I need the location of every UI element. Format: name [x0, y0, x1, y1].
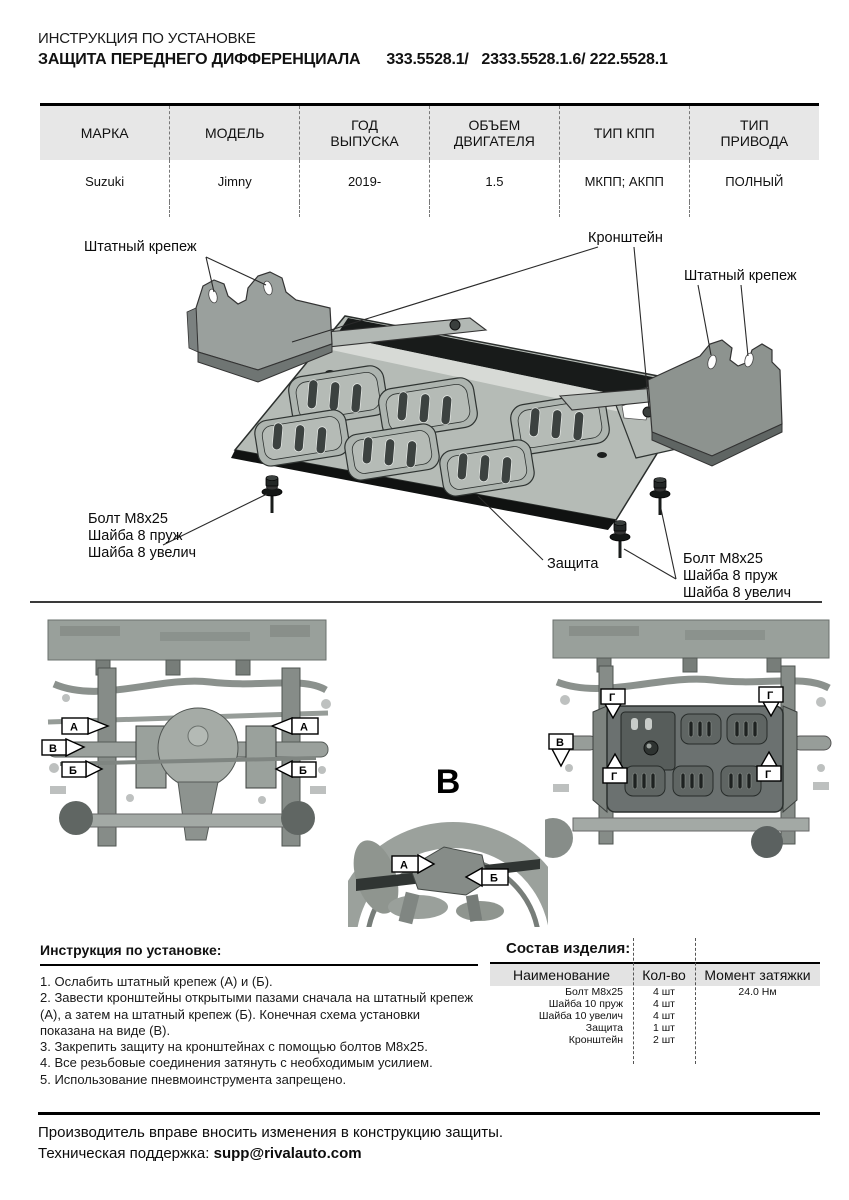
- spec-value-gearbox: МКПП; АКПП: [559, 160, 689, 202]
- svg-text:В: В: [556, 737, 564, 749]
- wheel-arch-photo: [348, 835, 548, 927]
- instruction-step-5: 5. Использование пневмоинструмента запрещено.: [40, 1071, 347, 1087]
- bolt-assembly-right-1: [610, 521, 630, 559]
- svg-text:Г: Г: [609, 692, 616, 704]
- label-factory-mount-left: Штатный крепеж: [84, 239, 197, 255]
- svg-text:В: В: [49, 743, 57, 755]
- section-divider: [30, 601, 822, 603]
- view-b-label: В: [435, 763, 461, 801]
- spec-value-model: Jimny: [170, 160, 300, 202]
- label-factory-mount-right: Штатный крепеж: [684, 268, 797, 284]
- parts-divider-2: [695, 938, 696, 1064]
- instruction-step-2: 2. Завести кронштейны открытыми пазами сначала на штатный крепеж (А), а затем на штатный крепеж (Б). Конечная схема установки показана на виде (В).: [40, 990, 474, 1038]
- mount-point-right: [246, 726, 276, 788]
- parts-col-name: Наименование: [512, 967, 611, 983]
- svg-text:А: А: [70, 721, 78, 734]
- parts-col-torque: Момент затяжки: [704, 967, 811, 983]
- parts-row: Кронштейн 2 шт: [568, 1034, 675, 1046]
- footer-support-line: [38, 1143, 798, 1164]
- spec-value-engine: 1.5: [429, 160, 559, 202]
- differential-housing: [158, 708, 238, 788]
- spec-col-gearbox: ТИП КПП: [559, 105, 689, 161]
- spec-value-year: 2019-: [300, 160, 430, 202]
- spec-header-row: [40, 105, 819, 161]
- spec-col-drive: ТИП ПРИВОДА: [689, 105, 819, 161]
- parts-rows: [490, 986, 820, 1046]
- parts-col-qty: Кол-во: [642, 967, 686, 983]
- label-bracket: Кронштейн: [588, 230, 663, 246]
- parts-row: Шайба 10 пруж 4 шт: [548, 998, 675, 1010]
- photo-chassis-before-install: [40, 618, 336, 858]
- label-bolt-right-1: Болт М8х25: [683, 551, 763, 567]
- label-bolt-right-3: Шайба 8 увелич: [683, 585, 792, 601]
- header-title-row: [38, 51, 818, 69]
- torque-value: 24.0 Нм: [738, 986, 777, 998]
- footer-disclaimer: Производитель вправе вносить изменения в конструкцию защиты.: [38, 1124, 504, 1141]
- exploded-view-diagram: [0, 215, 849, 605]
- svg-text:А: А: [300, 721, 308, 734]
- parts-header-row: [490, 964, 820, 986]
- parts-title: Состав изделия:: [506, 940, 631, 957]
- support-email: supp@rivalauto.com: [213, 1145, 362, 1163]
- footer: [38, 1122, 798, 1165]
- chassis-photo-right: [545, 620, 831, 858]
- bolt-assembly-left: [262, 476, 282, 514]
- svg-text:Б: Б: [69, 765, 77, 777]
- spec-col-engine: ОБЪЕМ ДВИГАТЕЛЯ: [429, 105, 559, 161]
- document-header: [38, 30, 818, 69]
- label-bolt-left-1: Болт М8х25: [88, 511, 168, 527]
- spec-value-marka: Suzuki: [40, 160, 170, 202]
- label-bolt-left-2: Шайба 8 пруж: [88, 528, 183, 544]
- label-bolt-right-2: Шайба 8 пруж: [683, 568, 778, 584]
- spec-value-drive: ПОЛНЫЙ: [689, 160, 819, 202]
- product-title: ЗАЩИТА ПЕРЕДНЕГО ДИФФЕРЕНЦИАЛА: [38, 51, 361, 68]
- parts-divider-1: [633, 938, 634, 1064]
- parts-list: [490, 936, 820, 1066]
- footer-rule: [38, 1112, 820, 1115]
- instruction-step-3: 3. Закрепить защиту на кронштейнах с помощью болтов М8х25.: [40, 1039, 428, 1054]
- parts-row: Защита 1 шт: [585, 1022, 675, 1034]
- bolt-assembly-right-2: [650, 478, 670, 516]
- svg-text:Б: Б: [299, 765, 307, 777]
- spec-value-row: [40, 160, 819, 202]
- installation-instructions: [40, 938, 478, 1088]
- instruction-step-4: 4. Все резьбовые соединения затянуть с необходимым усилием.: [40, 1055, 433, 1071]
- label-bolt-left-3: Шайба 8 увелич: [88, 545, 197, 561]
- marker-a-right: [272, 718, 318, 734]
- svg-text:Г: Г: [611, 771, 618, 783]
- footer-support-label: Техническая поддержка:: [38, 1145, 214, 1163]
- spec-col-marka: МАРКА: [40, 105, 170, 161]
- parts-row: Болт М8х25 4 шт 24.0 Нм: [490, 986, 820, 998]
- photo-chassis-after-install: [545, 618, 837, 870]
- svg-text:Г: Г: [767, 690, 774, 702]
- part-numbers: 333.5528.1/ 2333.5528.1.6/ 222.5528.1: [386, 51, 668, 68]
- header-subtitle: ИНСТРУКЦИЯ ПО УСТАНОВКЕ: [38, 30, 256, 47]
- spec-table: [40, 103, 819, 217]
- photo-view-b: [348, 755, 548, 927]
- svg-text:А: А: [400, 859, 408, 872]
- instructions-title: Инструкция по установке:: [40, 942, 222, 958]
- svg-text:Б: Б: [490, 872, 498, 885]
- instruction-step-1: 1. Ослабить штатный крепеж (А) и (Б).: [40, 974, 273, 989]
- spec-col-year: ГОД ВЫПУСКА: [300, 105, 430, 161]
- label-guard: Защита: [547, 556, 599, 572]
- marker-v-edge: [549, 734, 573, 766]
- parts-row: Шайба 10 увелич 4 шт: [538, 1010, 675, 1022]
- spec-col-model: МОДЕЛЬ: [170, 105, 300, 161]
- instructions-rule: [40, 964, 478, 966]
- svg-text:Г: Г: [765, 769, 772, 781]
